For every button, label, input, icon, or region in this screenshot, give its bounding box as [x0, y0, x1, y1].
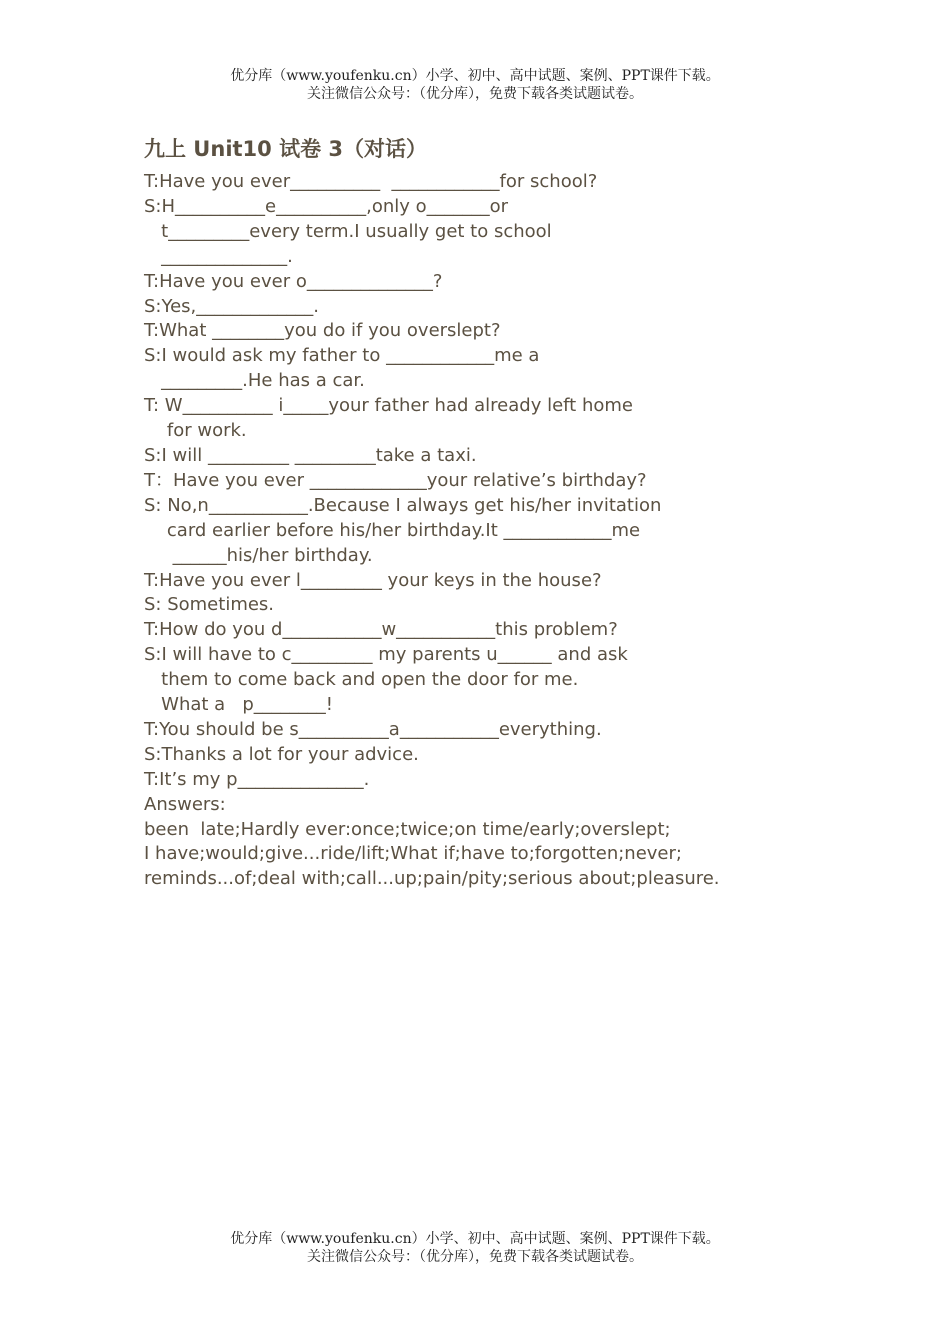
dialogue-line: What a p________!	[144, 694, 334, 716]
answers-line: reminds...of;deal with;call...up;pain/pity;serious about;pleasure.	[144, 868, 720, 890]
answers-line: been late;Hardly ever:once;twice;on time/early;overslept;	[144, 818, 671, 840]
dialogue-line: T:It’s my p______________.	[144, 768, 370, 790]
dialogue-line: S:Thanks a lot for your advice.	[144, 743, 419, 765]
dialogue-line: S: Sometimes.	[144, 594, 275, 616]
dialogue-line: them to come back and open the door for me.	[144, 669, 579, 691]
dialogue-line: T:You should be s__________a___________everything.	[144, 718, 602, 740]
dialogue-line: T:What ________you do if you overslept?	[144, 320, 501, 342]
dialogue-line: S:I would ask my father to ____________me a	[144, 345, 540, 367]
dialogue-line: _________.He has a car.	[144, 370, 365, 392]
dialogue-line: T:Have you ever__________ ____________for school?	[144, 171, 598, 192]
answers-line: I have;would;give...ride/lift;What if;have to;forgotten;never;	[144, 843, 682, 865]
dialogue-line: T:Have you ever o______________?	[144, 270, 443, 292]
dialogue-line: card earlier before his/her birthday.It ____________me	[144, 519, 641, 541]
footer-line-2: 关注微信公众号：（优分库），免费下载各类试题试卷。	[307, 1249, 643, 1265]
dialogue-line: T:How do you d___________w___________this problem?	[144, 619, 618, 641]
dialogue-line: for work.	[144, 420, 247, 442]
dialogue-line: S:I will have to c_________ my parents u______ and ask	[144, 644, 628, 666]
dialogue-line: S: No,n___________.Because I always get his/her invitation	[144, 494, 662, 516]
dialogue-line: S:H__________e__________,only o_______or	[144, 195, 509, 217]
header-line-1: 优分库（www.youfenku.cn）小学、初中、高中试题、案例、PPT课件下载。	[230, 68, 720, 84]
dialogue-line: S:Yes,_____________.	[144, 295, 319, 317]
dialogue-line: ______________.	[144, 245, 293, 267]
page-header	[0, 67, 950, 103]
dialogue-line: T: W__________ i_____your father had already left home	[144, 395, 633, 417]
footer-line-1: 优分库（www.youfenku.cn）小学、初中、高中试题、案例、PPT课件下载。	[230, 1231, 720, 1247]
answers-heading: Answers:	[144, 793, 226, 815]
dialogue-line: T：Have you ever _____________your relative’s birthday?	[144, 469, 647, 491]
dialogue-line: S:I will _________ _________take a taxi.	[144, 444, 477, 466]
dialogue-line: t_________every term.I usually get to school	[144, 220, 552, 242]
document-title: 九上 Unit10 试卷 3（对话）	[144, 137, 428, 161]
document-body	[144, 132, 804, 892]
dialogue-line: ______his/her birthday.	[144, 544, 373, 566]
page-footer	[0, 1230, 950, 1266]
dialogue-line: T:Have you ever l_________ your keys in the house?	[144, 569, 602, 591]
header-line-2: 关注微信公众号：（优分库），免费下载各类试题试卷。	[307, 86, 643, 102]
